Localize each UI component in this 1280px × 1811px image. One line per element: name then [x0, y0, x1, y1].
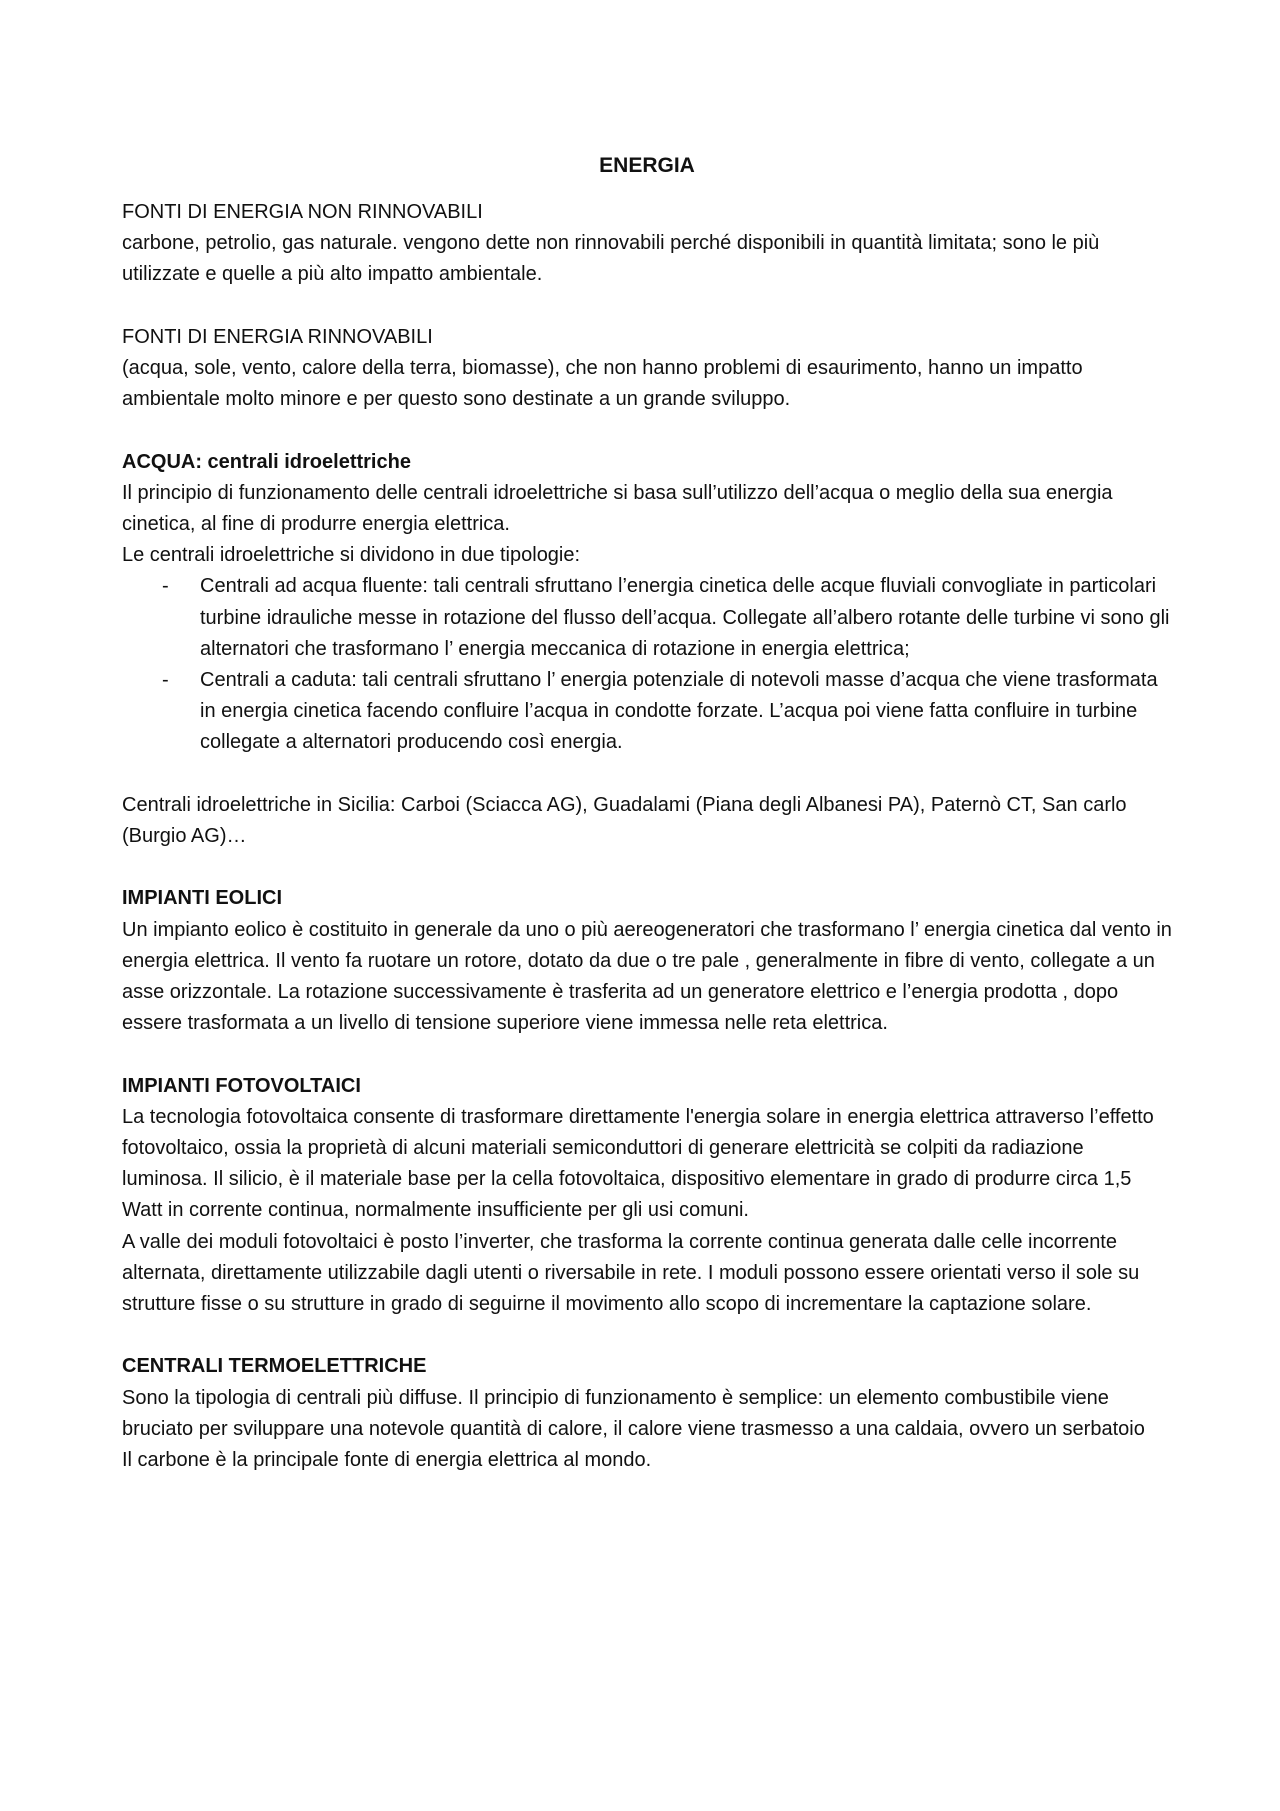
- solar-text-2: A valle dei moduli fotovoltaici è posto l’inverter, che trasforma la corrente continua generata dalle celle incorrente alternata, direttamente utilizzabile dagli utenti o riversabile in rete. I moduli possono essere orientati verso il sole su strutture fisse o su strutture in grado di seguirne il movimento allo scopo di incrementare la captazione solare.: [122, 1230, 1140, 1316]
- wind-text: Un impianto eolico è costituito in generale da uno o più aereogeneratori che trasformano l’ energia cinetica dal vento in energia elettrica. Il vento fa ruotare un rotore, dotato da due o tre pale , generalmente in fibre di vento, collegate a un asse orizzontale. La rotazione successivamente è trasferita ad un generatore elettrico e l’energia prodotta , dopo essere trasformata a un livello di tensione superiore viene immessa nelle reta elettrica.: [122, 918, 1172, 1035]
- spacer: [122, 852, 1172, 883]
- list-item: - Centrali ad acqua fluente: tali centrali sfruttano l’energia cinetica delle acque fluviali convogliate in particolari turbine idrauliche messe in rotazione del flusso dell’acqua. Collegate all’albero rotante delle turbine vi sono gli alternatori che trasformano l’ energia meccanica di rotazione in energia elettrica;: [122, 571, 1172, 665]
- hydro-heading: ACQUA: centrali idroelettriche: [122, 450, 411, 473]
- spacer: [122, 759, 1172, 790]
- renewable-heading: FONTI DI ENERGIA RINNOVABILI: [122, 325, 433, 348]
- solar-heading: IMPIANTI FOTOVOLTAICI: [122, 1074, 361, 1097]
- hydro-types-intro: Le centrali idroelettriche si dividono in due tipologie:: [122, 544, 581, 567]
- spacer: [122, 1320, 1172, 1351]
- thermo-text-1: Sono la tipologia di centrali più diffuse. Il principio di funzionamento è semplice: un elemento combustibile viene bruciato per sviluppare una notevole quantità di calore, il calore viene trasmesso a una caldaia, ovvero un serbatoio: [122, 1386, 1145, 1440]
- spacer: [122, 1039, 1172, 1070]
- non-renewable-heading: FONTI DI ENERGIA NON RINNOVABILI: [122, 201, 483, 223]
- non-renewable-text: carbone, petrolio, gas naturale. vengono dette non rinnovabili perché disponibili in quantità limitata; sono le più utilizzate e quelle a più alto impatto ambientale.: [122, 232, 1100, 286]
- list-item: - Centrali a caduta: tali centrali sfruttano l’ energia potenziale di notevoli masse d’acqua che viene trasformata in energia cinetica facendo confluire l’acqua in condotte forzate. L’acqua poi viene fatta confluire in turbine collegate a alternatori producendo così energia.: [122, 665, 1172, 759]
- wind-heading: IMPIANTI EOLICI: [122, 887, 282, 910]
- spacer: [122, 291, 1172, 322]
- hydro-intro: Il principio di funzionamento delle centrali idroelettriche si basa sull’utilizzo dell’acqua o meglio della sua energia cinetica, al fine di produrre energia elettrica.: [122, 481, 1113, 535]
- thermo-text-2: Il carbone è la principale fonte di energia elettrica al mondo.: [122, 1449, 652, 1472]
- page-title: ENERGIA: [599, 154, 695, 177]
- renewable-text: (acqua, sole, vento, calore della terra, biomasse), che non hanno problemi di esaurimento, hanno un impatto ambientale molto minore e per questo sono destinate a un grande sviluppo.: [122, 357, 1083, 411]
- hydro-sicily-text: Centrali idroelettriche in Sicilia: Carboi (Sciacca AG), Guadalami (Piana degli Albanesi PA), Paternò CT, San carlo (Burgio AG)…: [122, 793, 1127, 848]
- hydro-types-list: [122, 571, 1172, 758]
- document-page: [122, 150, 1172, 1476]
- solar-text-1: La tecnologia fotovoltaica consente di trasformare direttamente l'energia solare in energia elettrica attraverso l’effetto fotovoltaico, ossia la proprietà di alcuni materiali semiconduttori di generare elettricità se colpiti da radiazione luminosa. Il silicio, è il materiale base per la cella fotovoltaica, dispositivo elementare in grado di produrre circa 1,5 Watt in corrente continua, normalmente insufficiente per gli usi comuni.: [122, 1105, 1154, 1222]
- spacer: [122, 415, 1172, 446]
- thermo-heading: CENTRALI TERMOELETTRICHE: [122, 1355, 427, 1378]
